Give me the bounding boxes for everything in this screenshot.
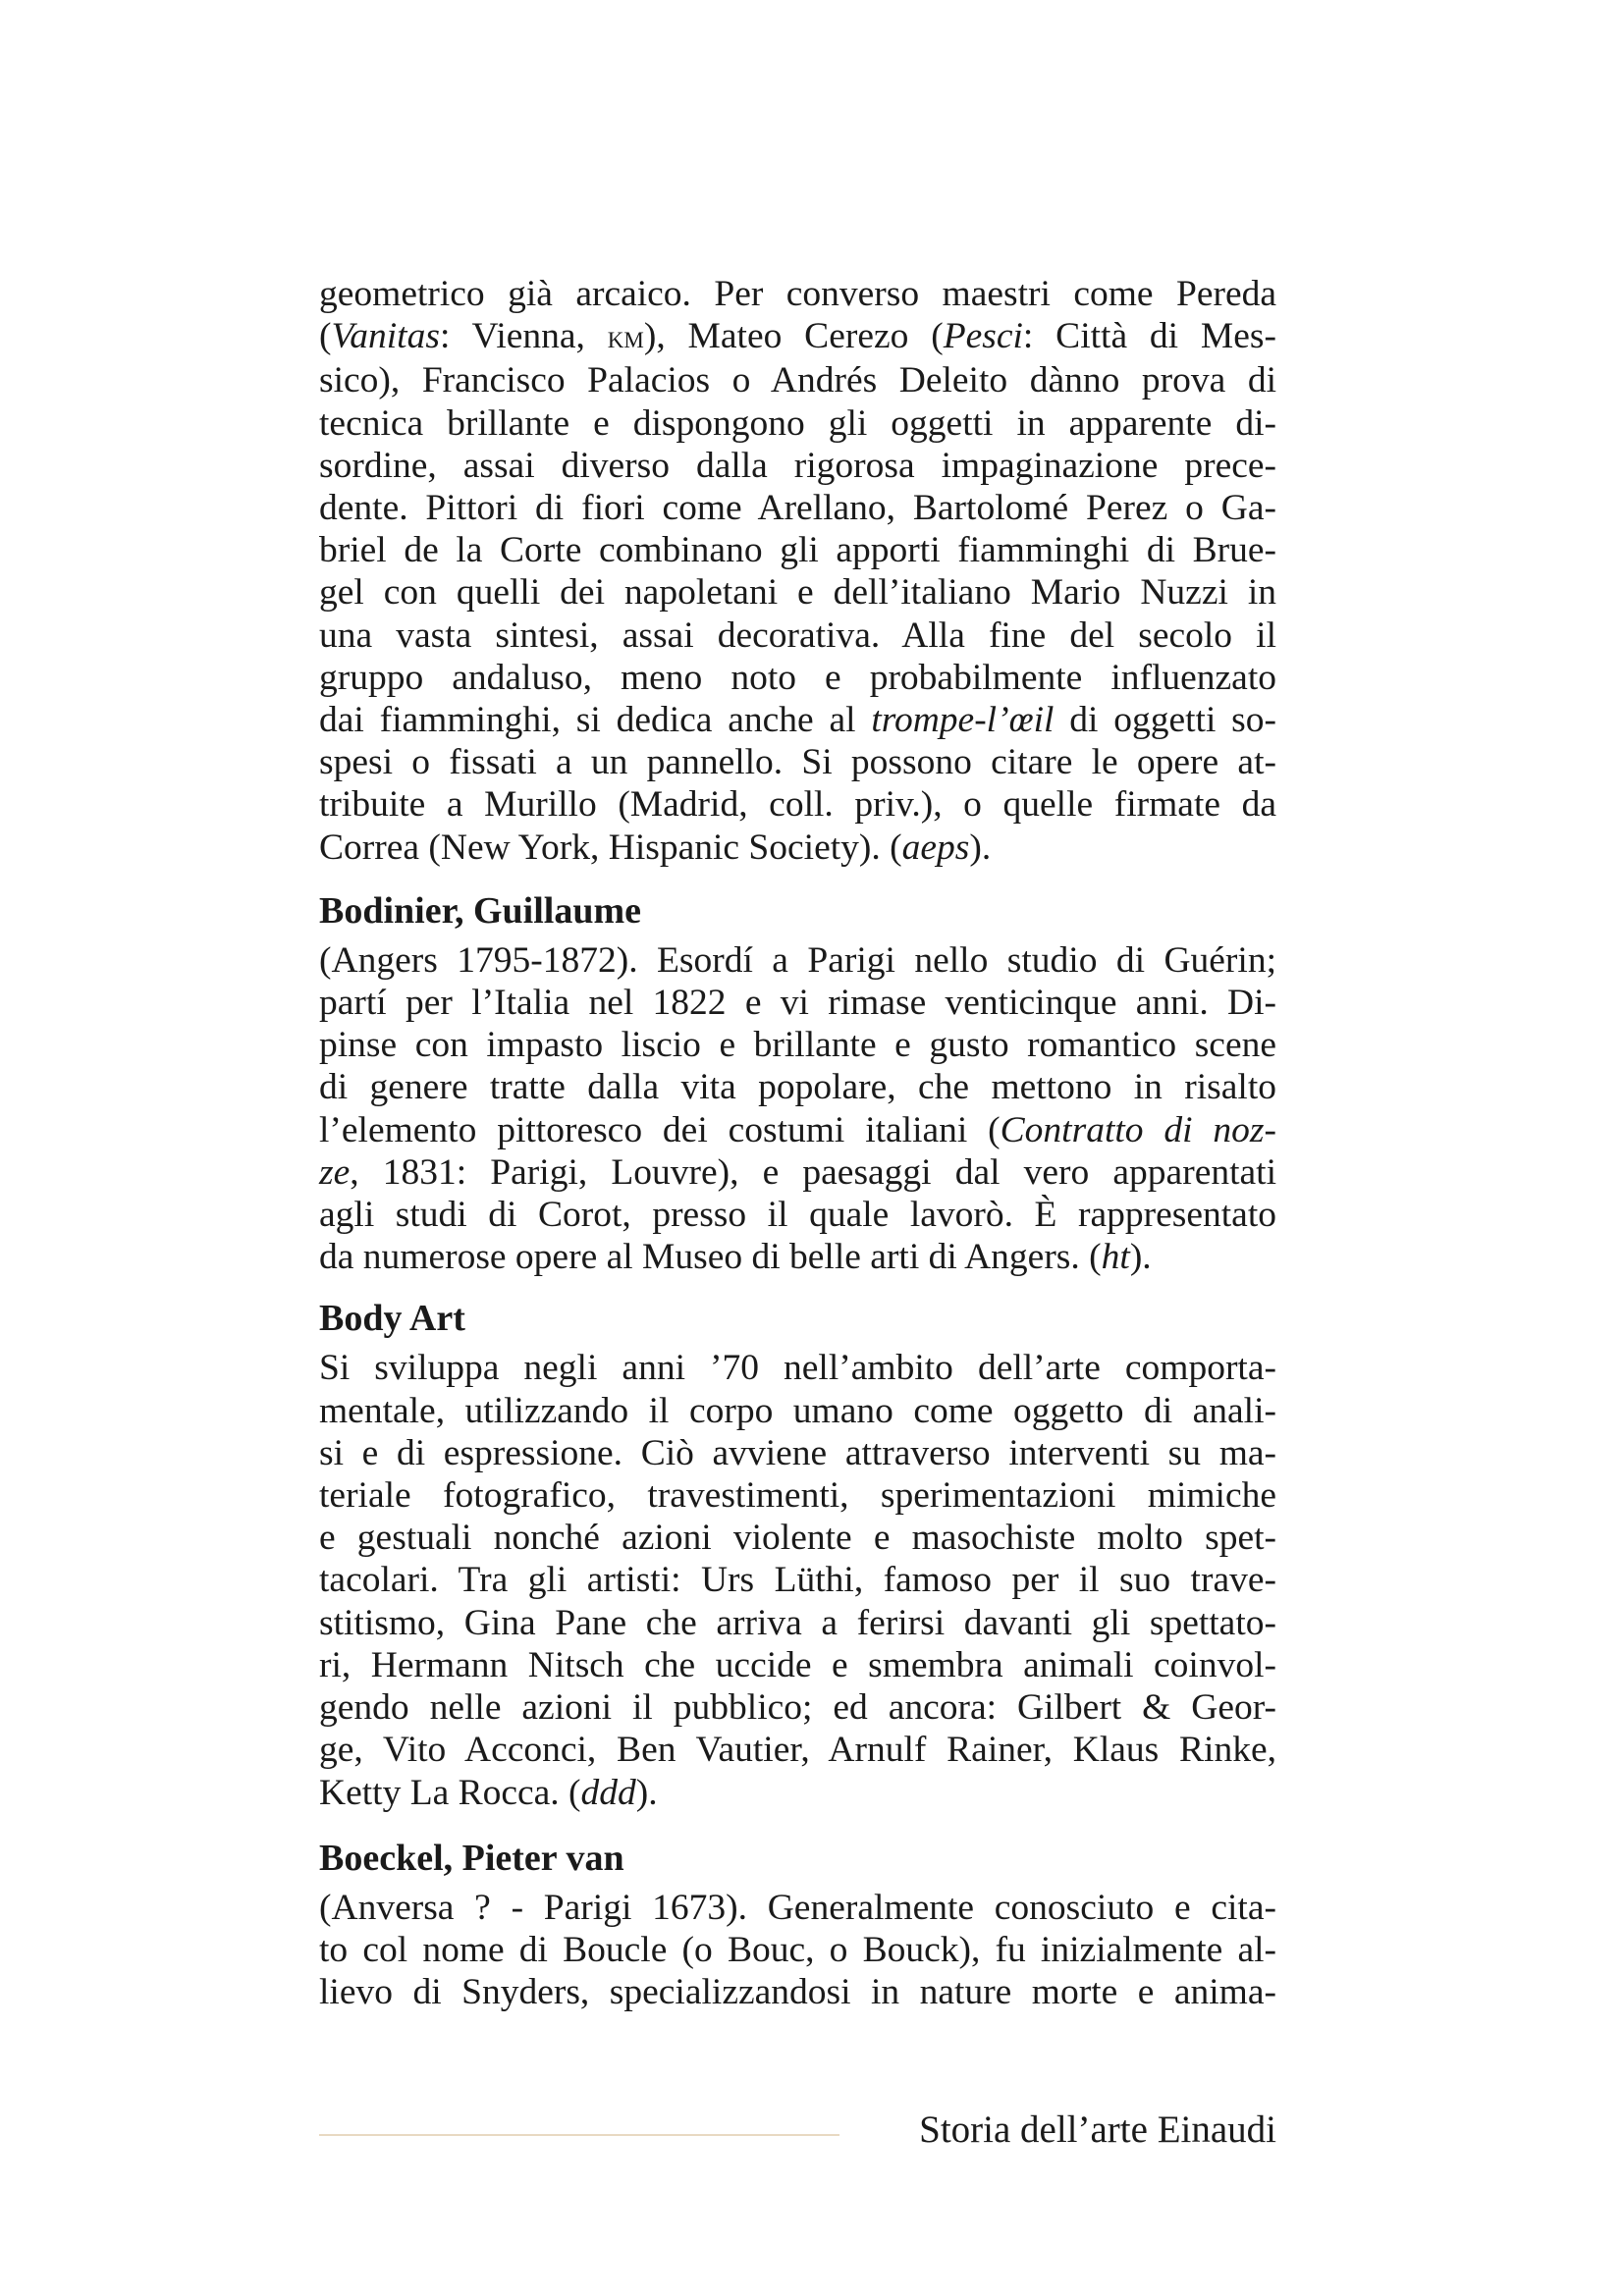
entry-heading: Bodinier, Guillaume (319, 889, 641, 932)
entry-bodinier (319, 888, 1276, 1279)
text-line: pinse con impasto liscio e brillante e gusto romantico scene (319, 1025, 1276, 1066)
text-line (319, 1236, 1276, 1278)
text-line: agli studi di Corot, presso il quale lavorò. È rappresentato (319, 1195, 1276, 1236)
entry-text (319, 1347, 1276, 1813)
text-line: teriale fotografico, travestimenti, sperimentazioni mimiche (319, 1475, 1276, 1517)
text-line: gel con quelli dei napoletani e dell’italiano Mario Nuzzi in (319, 572, 1276, 614)
italic-run: Contratto di noz- (1000, 1109, 1276, 1150)
text-line: (Angers 1795-1872). Esordí a Parigi nello studio di Guérin; (319, 939, 1276, 981)
text-line: lievo di Snyders, specializzandosi in nature morte e anima- (319, 1972, 1276, 2013)
footer-rule (319, 2134, 839, 2136)
intro-paragraph (319, 273, 1276, 869)
entry-heading: Boeckel, Pieter van (319, 1837, 624, 1879)
text-run: ). (1129, 1237, 1152, 1278)
entry-heading: Body Art (319, 1298, 465, 1340)
text-line: ri, Hermann Nitsch che uccide e smembra animali coinvol- (319, 1644, 1276, 1685)
text-line: tecnica brillante e dispongono gli oggetti in apparente di- (319, 402, 1276, 444)
text-line: mentale, utilizzando il corpo umano come oggetto di anali- (319, 1390, 1276, 1431)
text-line: geometrico già arcaico. Per converso maestri come Pereda (319, 274, 1276, 314)
text-line: (Anversa ? - Parigi 1673). Generalmente conosciuto e cita- (319, 1887, 1276, 1928)
text-line: si e di espressione. Ciò avviene attraverso interventi su ma- (319, 1432, 1276, 1473)
text-run: da numerose opere al Museo di belle arti di Angers. ( (319, 1237, 1102, 1278)
text-run: : Città di Mes- (1022, 316, 1277, 357)
small-caps-run: km (607, 320, 644, 356)
text-line: partí per l’Italia nel 1822 e vi rimase venticinque anni. Di- (319, 983, 1276, 1024)
italic-run: ze (319, 1151, 351, 1193)
text-run: Correa (New York, Hispanic Society). ( (319, 827, 902, 868)
page-footer (319, 2106, 1276, 2155)
text-line: ge, Vito Acconci, Ben Vautier, Arnulf Rainer, Klaus Rinke, (319, 1730, 1276, 1771)
italic-run: ddd (580, 1772, 636, 1813)
text-line: tribuite a Murillo (Madrid, coll. priv.), o quelle firmate da (319, 784, 1276, 826)
text-run: dai fiamminghi, si dedica anche al (319, 700, 872, 741)
italic-run: trompe-l’œil (871, 700, 1055, 741)
text-line (319, 827, 1276, 869)
text-line: to col nome di Boucle (o Bouc, o Bouck), fu inizialmente al- (319, 1929, 1276, 1970)
text-line: e gestuali nonché azioni violente e masochiste molto spet- (319, 1518, 1276, 1559)
italic-run: ht (1101, 1237, 1130, 1278)
text-line: sordine, assai diverso dalla rigorosa impaginazione prece- (319, 445, 1276, 486)
text-line: briel de la Corte combinano gli apporti fiamminghi di Brue- (319, 530, 1276, 571)
italic-run: Pesci (943, 316, 1023, 357)
text-line: stitismo, Gina Pane che arriva a ferirsi davanti gli spettato- (319, 1602, 1276, 1643)
entry-body-art (319, 1296, 1276, 1813)
text-line (319, 315, 1276, 359)
page-body (319, 273, 1276, 2013)
text-line: sico), Francisco Palacios o Andrés Deleito dànno prova di (319, 360, 1276, 401)
italic-run: aeps (901, 827, 970, 868)
text-run: di oggetti so- (1054, 700, 1276, 741)
text-line: di genere tratte dalla vita popolare, che mettono in risalto (319, 1067, 1276, 1108)
text-line: gruppo andaluso, meno noto e probabilmente influenzato (319, 657, 1276, 698)
text-line: Si sviluppa negli anni ’70 nell’ambito dell’arte comporta- (319, 1348, 1276, 1389)
entry-text (319, 1887, 1276, 2014)
text-line (319, 699, 1276, 741)
text-run: ( (319, 316, 332, 357)
entry-text (319, 939, 1276, 1279)
text-line: dente. Pittori di fiori come Arellano, Bartolomé Perez o Ga- (319, 488, 1276, 529)
text-run: ), Mateo Cerezo ( (643, 316, 944, 357)
text-run: ). (969, 827, 992, 868)
entry-boeckel (319, 1836, 1276, 2014)
text-line: una vasta sintesi, assai decorativa. Alla fine del secolo il (319, 614, 1276, 656)
text-run: , 1831: Parigi, Louvre), e paesaggi dal vero apparentati (350, 1151, 1276, 1193)
italic-run: Vanitas (331, 316, 440, 357)
text-run: l’elemento pittoresco dei costumi italiani ( (319, 1109, 1001, 1150)
text-run: ). (635, 1772, 658, 1813)
text-line (319, 1772, 1276, 1814)
text-line: gendo nelle azioni il pubblico; ed ancora: Gilbert & Geor- (319, 1687, 1276, 1729)
text-line (319, 1151, 1276, 1194)
text-line (319, 1109, 1276, 1151)
text-line: tacolari. Tra gli artisti: Urs Lüthi, famoso per il suo trave- (319, 1560, 1276, 1601)
text-line: spesi o fissati a un pannello. Si possono citare le opere at- (319, 742, 1276, 783)
text-run: Ketty La Rocca. ( (319, 1772, 581, 1813)
text-run: : Vienna, (439, 316, 608, 357)
footer-title: Storia dell’arte Einaudi (919, 2109, 1276, 2151)
